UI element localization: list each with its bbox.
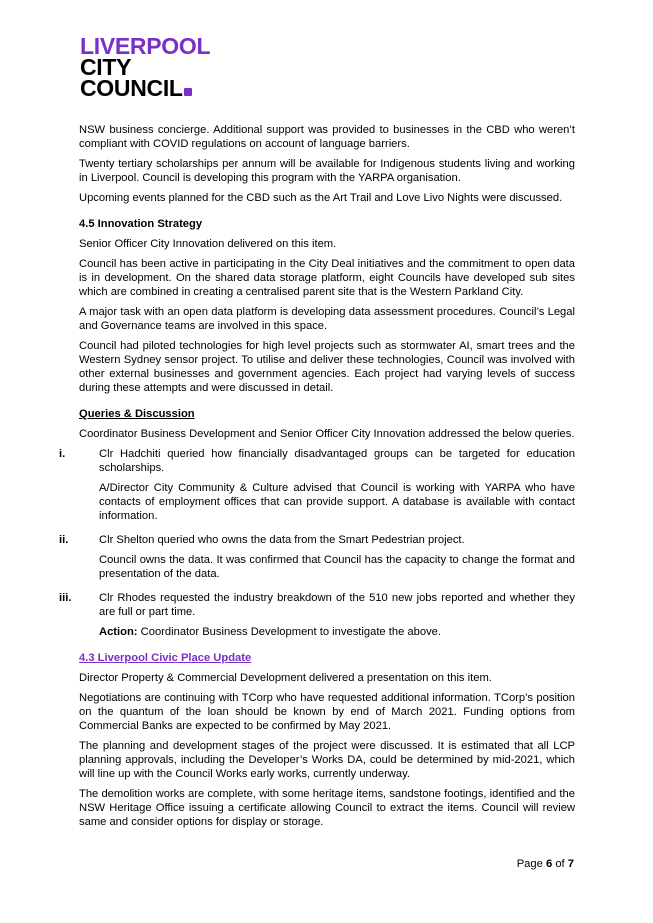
paragraph: Senior Officer City Innovation delivered on this item. [79,238,337,250]
query-item [59,591,575,639]
paragraph: Coordinator Business Development and Senior Officer City Innovation addressed the below queries. [79,428,575,440]
paragraph: A major task with an open data platform is developing data assessment procedures. Council’s Legal and Governance teams are involved in this space. [79,306,575,332]
action-text [99,625,575,639]
section-heading-queries: Queries & Discussion [79,408,195,420]
paragraph: NSW business concierge. Additional support was provided to businesses in the CBD who weren’t compliant with COVID regulations on account of language barriers. [79,124,575,150]
logo-line-3-text: COUNCIL [80,75,183,101]
paragraph: Negotiations are continuing with TCorp who have requested additional information. TCorp’s position on the quantum of the loan should be known by end of March 2021. Funding options from Commercial Banks are expected to be confirmed by May 2021. [79,692,575,732]
document-body [59,123,575,835]
answer-text: A/Director City Community & Culture advised that Council is working with YARPA who have contacts of employment offices that can provide support. A database is available with contact information. [99,482,575,522]
paragraph: The planning and development stages of the project were discussed. It is estimated that all LCP planning approvals, including the Developer’s Works DA, could be determined by mid-2021, which will line up with the Council Works early works, currently underway. [79,740,575,780]
page-total: 7 [567,858,574,870]
logo-dot [184,88,192,96]
list-number: iii. [59,592,72,604]
logo-line-1: LIVERPOOL [80,33,211,59]
section-heading-innovation: 4.5 Innovation Strategy [79,218,203,230]
query-text: Clr Rhodes requested the industry breakdown of the 510 new jobs reported and whether they are full or part time. [99,592,575,618]
of-word: of [555,858,565,870]
query-item [59,447,575,523]
query-text: Clr Shelton queried who owns the data from the Smart Pedestrian project. [99,534,465,546]
list-number: i. [59,448,66,460]
answer-text: Council owns the data. It was confirmed that Council has the capacity to change the format and presentation of the data. [99,554,575,580]
page-current: 6 [545,858,553,870]
query-text: Clr Hadchiti queried how financially disadvantaged groups can be targeted for education scholarships. [99,448,575,474]
query-item [59,533,575,581]
council-logo [80,33,230,101]
action-body: Coordinator Business Development to investigate the above. [137,626,442,638]
page-footer [517,858,574,870]
logo-line-2: CITY [80,54,132,80]
paragraph: Director Property & Commercial Development delivered a presentation on this item. [79,672,492,684]
list-number: ii. [59,534,69,546]
page-word: Page [516,858,543,870]
logo-line-3 [80,75,230,101]
paragraph: Council has been active in participating in the City Deal initiatives and the commitment to open data is in development. On the shared data storage platform, eight Councils have developed sub sites which are combined in creating a centralised parent site that is the Western Parkland City. [79,258,575,298]
paragraph: Council had piloted technologies for high level projects such as stormwater AI, smart trees and the Western Sydney sensor project. To utilise and deliver these technologies, Council was involved with other external businesses and government agencies. Each project had varying levels of success during these attempts and were discussed in detail. [79,340,575,394]
paragraph: Upcoming events planned for the CBD such as the Art Trail and Love Livo Nights were discussed. [79,192,563,204]
action-label: Action: [99,626,138,638]
paragraph: Twenty tertiary scholarships per annum will be available for Indigenous students living and working in Liverpool. Council is developing this program with the YARPA organisation. [79,158,575,184]
section-heading-civic-place[interactable]: 4.3 Liverpool Civic Place Update [79,652,252,664]
paragraph: The demolition works are complete, with some heritage items, sandstone footings, identified and the NSW Heritage Office issuing a certificate allowing Council to extract the items. Council will review same and consider options for display or storage. [79,788,575,828]
